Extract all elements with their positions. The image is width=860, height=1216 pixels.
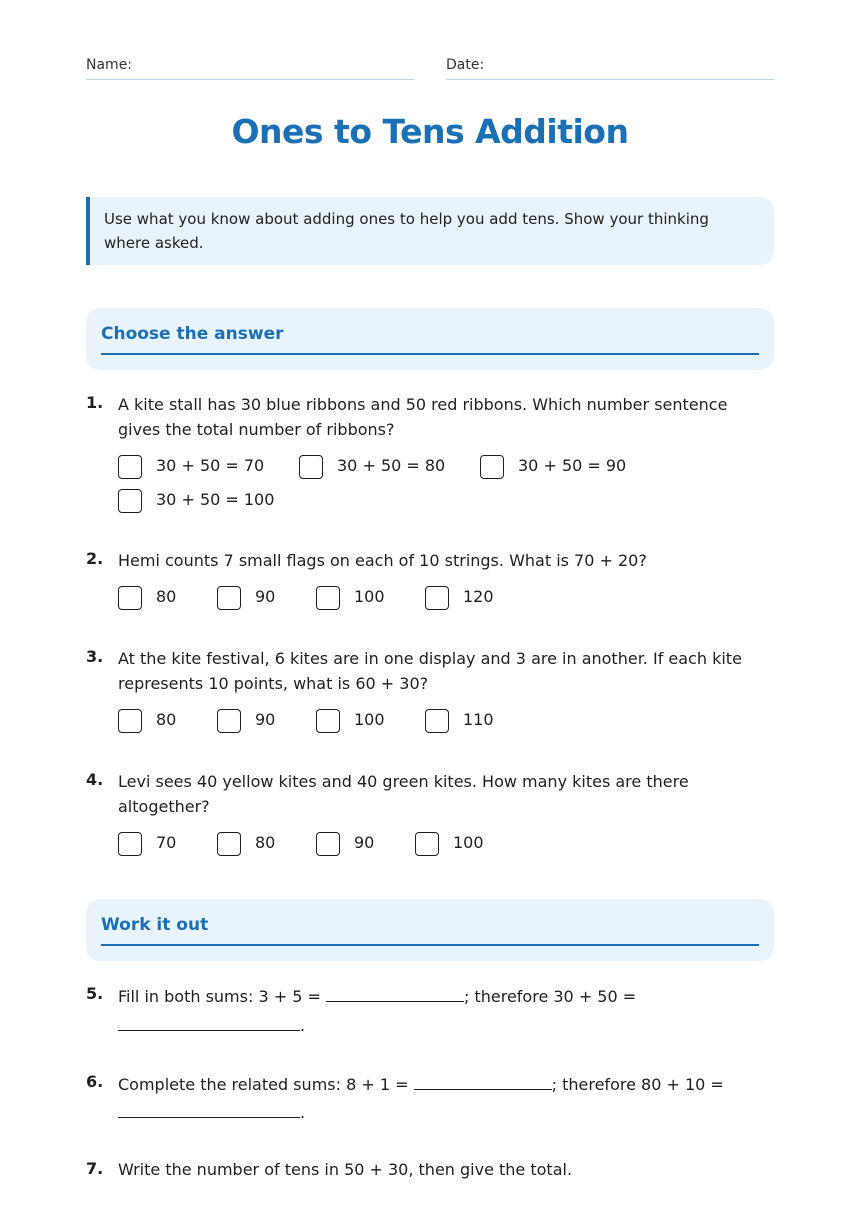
question-number: 2.	[86, 549, 104, 568]
checkbox[interactable]	[425, 709, 449, 733]
section-choose-answer	[86, 308, 774, 370]
question-text-part: ; therefore 80 + 10 =	[551, 1075, 724, 1094]
checkbox[interactable]	[316, 832, 340, 856]
checkbox[interactable]	[415, 832, 439, 856]
section-title: Work it out	[101, 915, 759, 946]
question-number: 7.	[86, 1159, 104, 1178]
option-label: 30 + 50 = 90	[518, 456, 627, 475]
option-label: 90	[354, 833, 375, 852]
option-label: 120	[463, 587, 494, 606]
option-label: 100	[354, 710, 385, 729]
option-label: 90	[255, 587, 276, 606]
checkbox[interactable]	[118, 489, 142, 513]
answer-blank[interactable]	[414, 1071, 552, 1090]
option-label: 110	[463, 710, 494, 729]
worksheet-title: Ones to Tens Addition	[231, 112, 629, 151]
checkbox[interactable]	[217, 832, 241, 856]
instructions-box: Use what you know about adding ones to help you add tens. Show your thinking where asked.	[86, 197, 774, 265]
option-label: 100	[453, 833, 484, 852]
answer-blank[interactable]	[118, 1099, 300, 1118]
option-label: 90	[255, 710, 276, 729]
checkbox[interactable]	[217, 586, 241, 610]
option-label: 100	[354, 587, 385, 606]
option-label: 30 + 50 = 100	[156, 490, 275, 509]
option-label: 80	[255, 833, 276, 852]
checkbox[interactable]	[118, 586, 142, 610]
answer-blank[interactable]	[326, 983, 464, 1002]
checkbox[interactable]	[425, 586, 449, 610]
question-end: .	[300, 1103, 306, 1122]
option-label: 70	[156, 833, 177, 852]
option-label: 30 + 50 = 80	[337, 456, 446, 475]
question-text: Levi sees 40 yellow kites and 40 green kites. How many kites are there altogether?	[118, 772, 689, 816]
checkbox[interactable]	[316, 586, 340, 610]
question-number: 4.	[86, 770, 104, 789]
checkbox[interactable]	[118, 709, 142, 733]
question-text-part: Complete the related sums: 8 + 1 =	[118, 1075, 409, 1094]
question-text	[118, 1071, 724, 1094]
checkbox[interactable]	[118, 455, 142, 479]
section-work-it-out	[86, 899, 774, 961]
question-number: 6.	[86, 1072, 104, 1091]
checkbox[interactable]	[118, 832, 142, 856]
question-text-part: Fill in both sums: 3 + 5 =	[118, 987, 321, 1006]
date-label: Date:	[446, 57, 485, 73]
option-label: 80	[156, 587, 177, 606]
option-label: 30 + 50 = 70	[156, 456, 265, 475]
option-label: 80	[156, 710, 177, 729]
question-number: 5.	[86, 984, 104, 1003]
question-text-part: ; therefore 30 + 50 =	[463, 987, 637, 1006]
question-text	[118, 1012, 305, 1035]
question-text: A kite stall has 30 blue ribbons and 50 red ribbons. Which number sentence gives the total number of ribbons?	[118, 395, 728, 439]
name-field[interactable]	[86, 54, 414, 80]
date-field[interactable]	[446, 54, 774, 80]
section-title: Choose the answer	[101, 324, 759, 355]
question-text	[118, 1099, 305, 1122]
checkbox[interactable]	[299, 455, 323, 479]
name-label: Name:	[86, 57, 133, 73]
question-number: 1.	[86, 393, 104, 412]
checkbox[interactable]	[316, 709, 340, 733]
answer-blank[interactable]	[118, 1012, 300, 1031]
question-text: Hemi counts 7 small flags on each of 10 strings. What is 70 + 20?	[118, 551, 647, 570]
checkbox[interactable]	[217, 709, 241, 733]
question-end: .	[300, 1016, 306, 1035]
question-number: 3.	[86, 647, 104, 666]
question-text: Write the number of tens in 50 + 30, then give the total.	[118, 1160, 573, 1179]
question-text: At the kite festival, 6 kites are in one display and 3 are in another. If each kite represents 10 points, what is 60 + 30?	[118, 649, 742, 693]
question-text	[118, 983, 636, 1006]
checkbox[interactable]	[480, 455, 504, 479]
